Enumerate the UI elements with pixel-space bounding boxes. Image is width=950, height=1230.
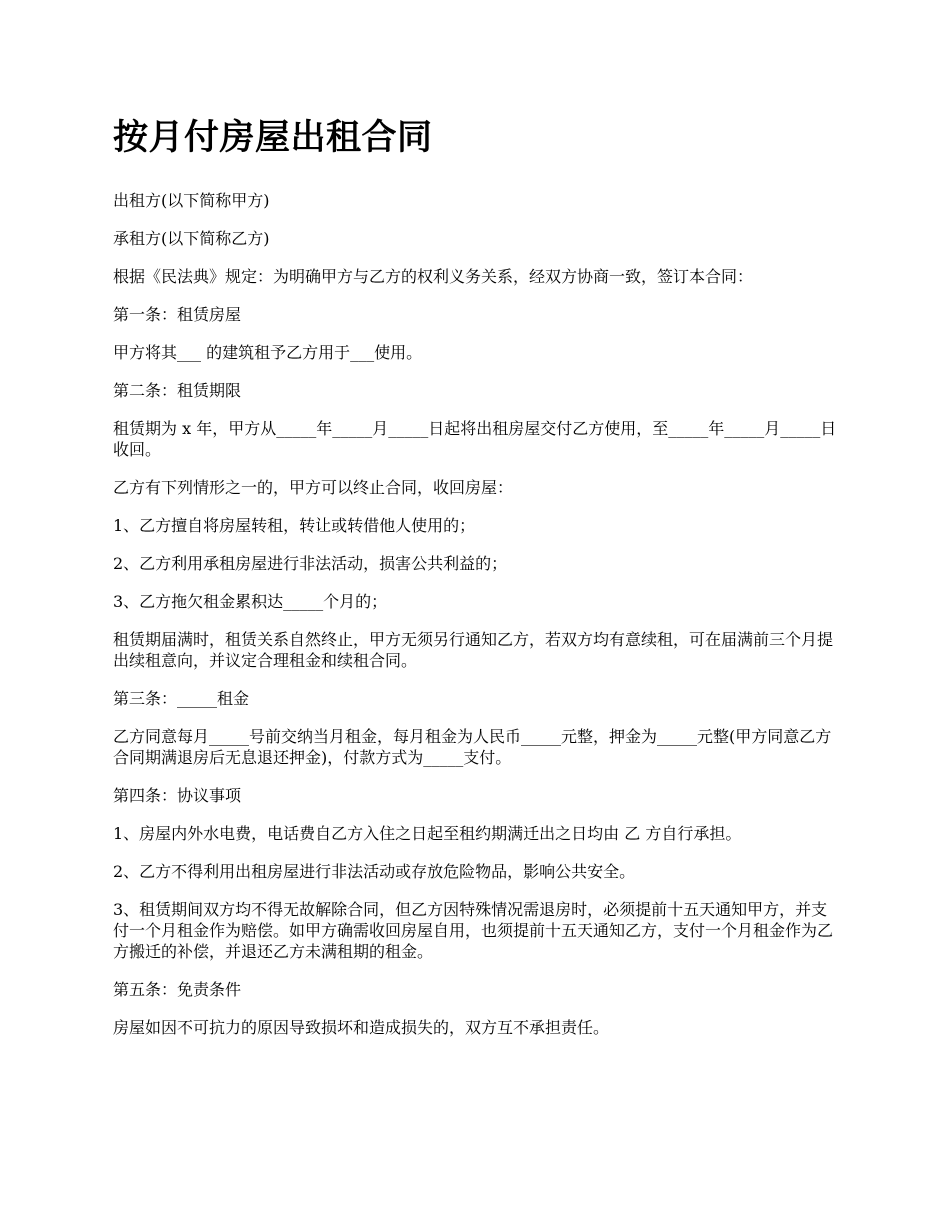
document-title: 按月付房屋出租合同 bbox=[113, 117, 433, 158]
article-3-heading: 第三条：_____租金 bbox=[113, 689, 250, 708]
termination-item-3: 3、乙方拖欠租金累积达_____个月的； bbox=[113, 592, 388, 611]
article-5-text: 房屋如因不可抗力的原因导致损坏和造成损失的，双方互不承担责任。 bbox=[113, 1018, 610, 1037]
preamble: 根据《民法典》规定：为明确甲方与乙方的权利义务关系，经双方协商一致，签订本合同： bbox=[113, 267, 754, 286]
termination-item-1: 1、乙方擅自将房屋转租，转让或转借他人使用的； bbox=[113, 516, 476, 535]
party-b-line: 承租方(以下简称乙方) bbox=[113, 229, 270, 248]
article-3-text: 乙方同意每月_____号前交纳当月租金，每月租金为人民币_____元整，押金为_____元整(甲方同意乙方合同期满退房后无息退还押金)，付款方式为_____支付。 bbox=[113, 727, 832, 767]
article-2-heading: 第二条：租赁期限 bbox=[113, 381, 242, 400]
article-2-text: 租赁期为 x 年，甲方从_____年_____月_____日起将出租房屋交付乙方使用，至_____年_____月_____日收回。 bbox=[113, 419, 837, 459]
article-4-item-2: 2、乙方不得利用出租房屋进行非法活动或存放危险物品，影响公共安全。 bbox=[113, 862, 636, 881]
document-body bbox=[113, 112, 841, 1055]
party-a-line: 出租方(以下简称甲方) bbox=[113, 191, 270, 210]
termination-intro: 乙方有下列情形之一的，甲方可以终止合同，收回房屋： bbox=[113, 478, 514, 497]
article-4-item-3: 3、租赁期间双方均不得无故解除合同，但乙方因特殊情况需退房时，必须提前十五天通知甲方，并支付一个月租金作为赔偿。如甲方确需收回房屋自用，也须提前十五天通知乙方，支付一个月租金作为乙方搬迁的补偿，并退还乙方未满租期的租金。 bbox=[113, 900, 834, 961]
termination-item-2: 2、乙方利用承租房屋进行非法活动，损害公共利益的； bbox=[113, 554, 508, 573]
article-4-item-1: 1、房屋内外水电费，电话费自乙方入住之日起至租约期满迁出之日均由 乙 方自行承担。 bbox=[113, 824, 742, 843]
renewal-clause: 租赁期届满时，租赁关系自然终止，甲方无须另行通知乙方，若双方均有意续租，可在届满前三个月提出续租意向，并议定合理租金和续租合同。 bbox=[113, 630, 834, 670]
article-5-heading: 第五条：免责条件 bbox=[113, 980, 242, 999]
article-1-heading: 第一条：租赁房屋 bbox=[113, 305, 242, 324]
article-4-heading: 第四条：协议事项 bbox=[113, 786, 242, 805]
article-1-text: 甲方将其___ 的建筑租予乙方用于___使用。 bbox=[113, 343, 423, 362]
